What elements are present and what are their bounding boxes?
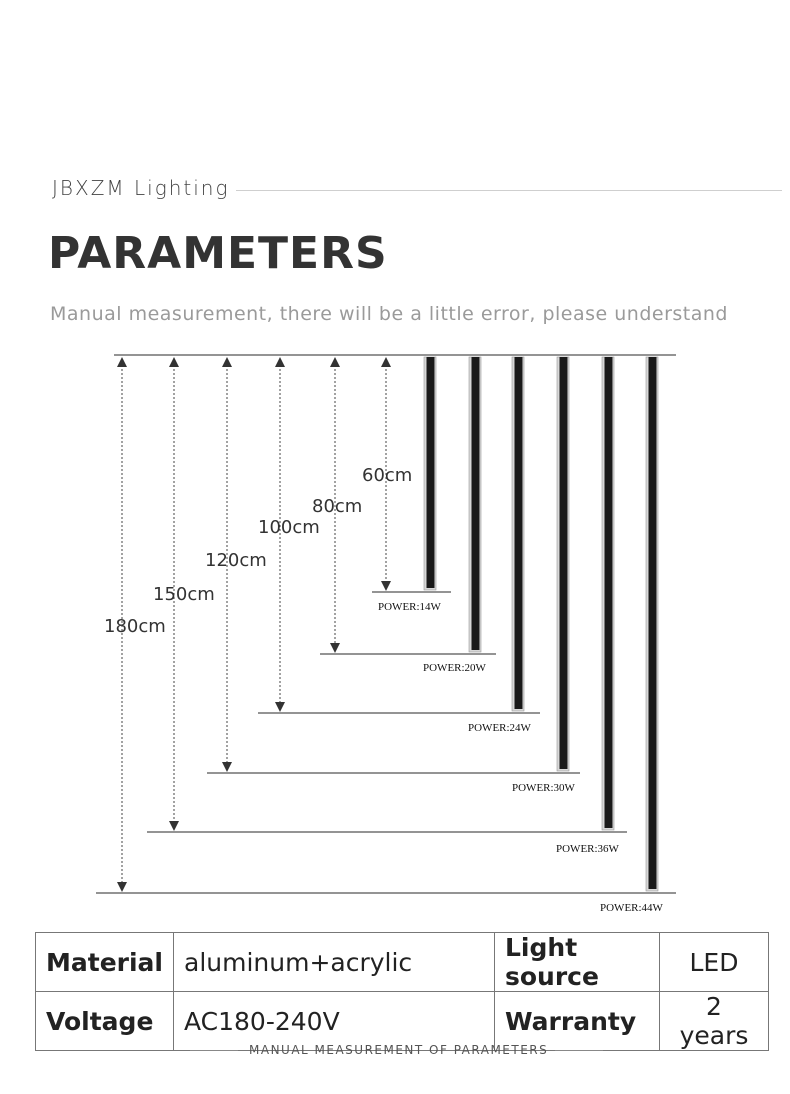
length-label: 180cm	[104, 616, 166, 637]
footer-rule-left	[190, 1050, 238, 1051]
arrow-up-icon	[169, 357, 179, 367]
lamp-bar	[605, 357, 613, 828]
arrow-down-icon	[117, 882, 127, 892]
length-label: 120cm	[205, 550, 267, 571]
warranty-value: 2 years	[660, 992, 769, 1051]
power-label: POWER:14W	[378, 601, 441, 613]
length-label: 80cm	[312, 496, 363, 517]
spec-row	[36, 992, 769, 1051]
footer	[0, 1043, 790, 1059]
power-label: POWER:30W	[512, 782, 575, 794]
arrow-down-icon	[275, 702, 285, 712]
power-label: POWER:44W	[600, 902, 663, 914]
power-label: POWER:36W	[556, 843, 619, 855]
page-subtitle: Manual measurement, there will be a little error, please understand	[50, 303, 728, 325]
power-label: POWER:20W	[423, 662, 486, 674]
spec-table	[35, 932, 769, 1051]
warranty-label: Warranty	[495, 992, 660, 1051]
power-label: POWER:24W	[468, 722, 531, 734]
arrow-up-icon	[330, 357, 340, 367]
page-title: PARAMETERS	[48, 228, 388, 279]
brand-name: JBXZM Lighting	[52, 176, 230, 200]
brand-divider	[236, 190, 782, 191]
voltage-label: Voltage	[36, 992, 174, 1051]
length-label: 60cm	[362, 465, 413, 486]
arrow-up-icon	[275, 357, 285, 367]
arrow-down-icon	[222, 762, 232, 772]
arrow-down-icon	[330, 643, 340, 653]
lamp-bar	[427, 357, 435, 588]
light-source-label: Light source	[495, 933, 660, 992]
material-value: aluminum+acrylic	[174, 933, 495, 992]
lamp-bar	[560, 357, 568, 769]
lamp-bar	[472, 357, 480, 650]
arrow-down-icon	[169, 821, 179, 831]
lamp-bar	[649, 357, 657, 889]
voltage-value: AC180-240V	[174, 992, 495, 1051]
length-label: 100cm	[258, 517, 320, 538]
light-source-value: LED	[660, 933, 769, 992]
spec-row	[36, 933, 769, 992]
arrow-up-icon	[222, 357, 232, 367]
footer-text: MANUAL MEASUREMENT OF PARAMETERS	[249, 1043, 549, 1057]
arrow-down-icon	[381, 581, 391, 591]
arrow-up-icon	[381, 357, 391, 367]
lamp-bar	[515, 357, 523, 709]
arrow-up-icon	[117, 357, 127, 367]
material-label: Material	[36, 933, 174, 992]
footer-rule-right	[555, 1050, 603, 1051]
dimension-diagram	[0, 340, 790, 925]
length-label: 150cm	[153, 584, 215, 605]
